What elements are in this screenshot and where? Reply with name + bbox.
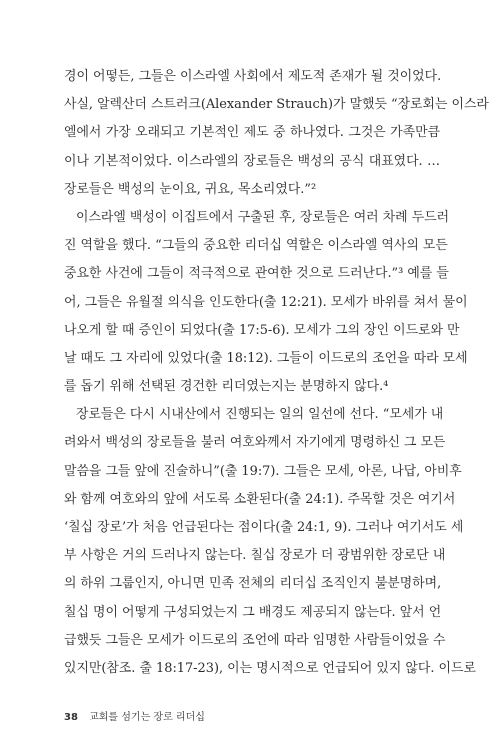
text-line: ‘칠십 장로’가 처음 언급된다는 점이다(출 24:1, 9). 그러나 여기서도 세 <box>64 520 464 535</box>
page-footer <box>64 708 205 723</box>
text-line: 사실, 알렉산더 스트러크(Alexander Strauch)가 말했듯 “장로회는 이스라 <box>64 97 489 113</box>
text-line: 있지만(참조. 출 18:17-23), 이는 명시적으로 언급되어 있지 않다. 이드로 <box>64 660 476 676</box>
text-line: 려와서 백성의 장로들을 불러 여호와께서 자기에게 명령하신 그 모든 <box>64 435 446 451</box>
running-title: 교회를 섬기는 장로 리더십 <box>89 712 205 723</box>
text-line: 와 함께 여호와의 앞에 서도록 소환된다(출 24:1). 주목할 것은 여기서 <box>64 491 456 507</box>
text-line: 중요한 사건에 그들이 적극적으로 관여한 것으로 드러난다.”³ 예를 들 <box>64 266 449 282</box>
text-line: 장로들은 다시 시내산에서 진행되는 일의 일선에 선다. “모세가 내 <box>76 407 444 423</box>
text-line: 진 역할을 했다. “그들의 중요한 리더십 역할은 이스라엘 역사의 모든 <box>64 238 448 254</box>
text-line: 를 돕기 위해 선택된 경건한 리더였는지는 분명하지 않다.⁴ <box>64 379 389 395</box>
text-line: 이나 기본적이었다. 이스라엘의 장로들은 백성의 공식 대표였다. … <box>64 153 440 169</box>
text-line: 부 사항은 거의 드러나지 않는다. 칠십 장로가 더 광범위한 장로단 내 <box>64 548 446 564</box>
text-line: 어, 그들은 유월절 의식을 인도한다(출 12:21). 모세가 바위를 쳐서 물이 <box>64 294 468 310</box>
text-line: 장로들은 백성의 눈이요, 귀요, 목소리였다.”² <box>64 181 317 197</box>
body-text <box>64 63 489 683</box>
text-line: 나오게 할 때 증인이 되었다(출 17:5-6). 모세가 그의 장인 이드로와 만 <box>64 322 460 338</box>
text-line: 이스라엘 백성이 이집트에서 구출된 후, 장로들은 여러 차례 두드러 <box>76 209 450 225</box>
page-number: 38 <box>64 712 78 723</box>
text-line: 칠십 명이 어떻게 구성되었는지 그 배경도 제공되지 않는다. 앞서 언 <box>64 604 442 620</box>
text-line: 엘에서 가장 오래되고 기본적인 제도 중 하나였다. 그것은 가족만큼 <box>64 125 440 141</box>
text-line: 급했듯 그들은 모세가 이드로의 조언에 따라 임명한 사람들이었을 수 <box>64 632 446 648</box>
text-line: 경이 어떻든, 그들은 이스라엘 사회에서 제도적 존재가 될 것이었다. <box>64 69 442 84</box>
text-line: 날 때도 그 자리에 있었다(출 18:12). 그들이 이드로의 조언을 따라 모세 <box>64 350 468 366</box>
text-line: 말씀을 그들 앞에 진술하니”(출 19:7). 그들은 모세, 아론, 나답, 아비후 <box>64 463 462 479</box>
text-line: 의 하위 그룹인지, 아니면 민족 전체의 리더십 조직인지 불분명하며, <box>64 576 442 592</box>
